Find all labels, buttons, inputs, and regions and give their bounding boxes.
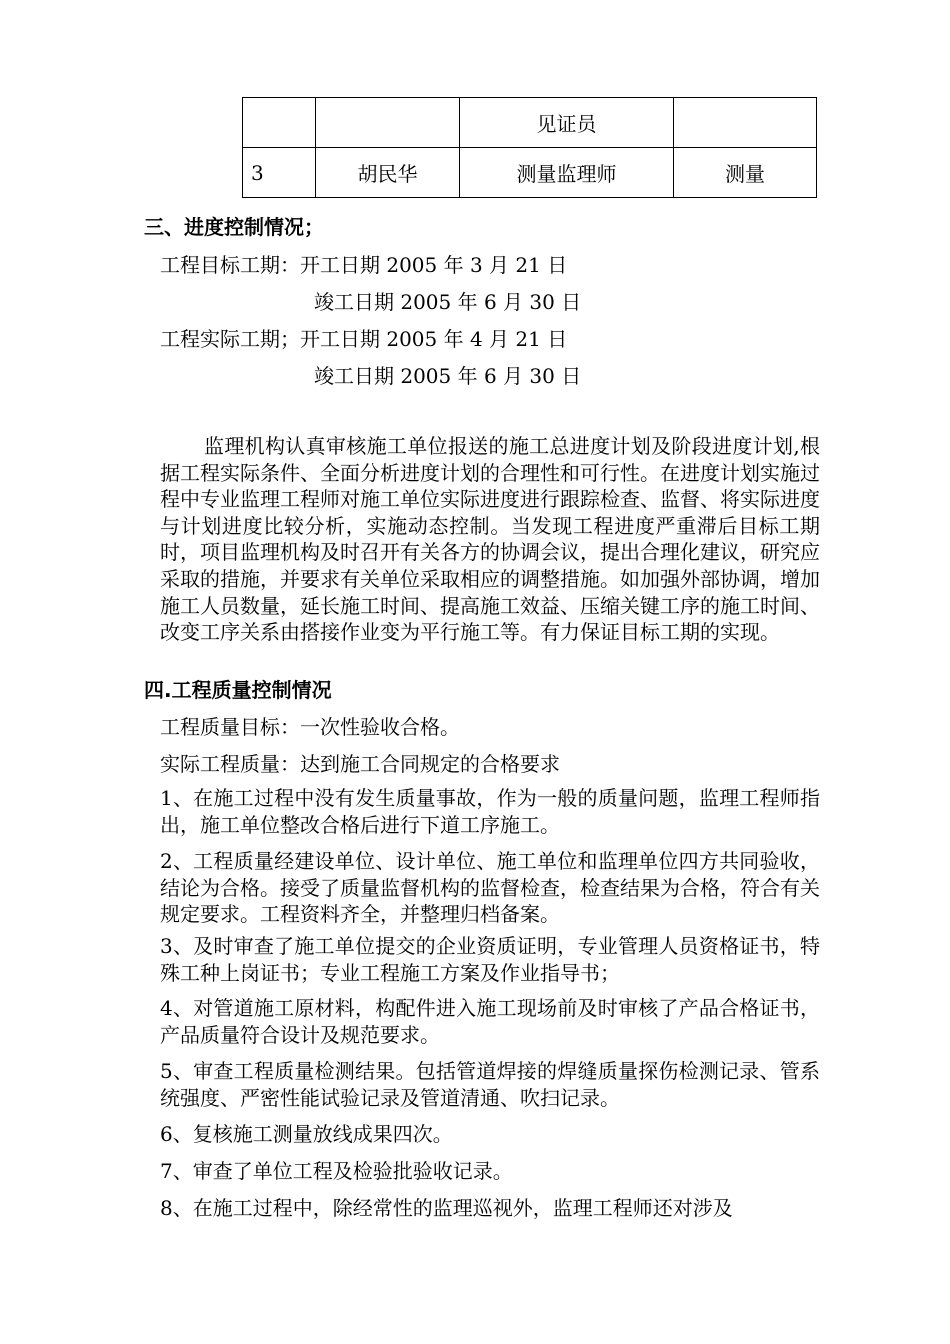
schedule-paragraph: 监理机构认真审核施工单位报送的施工总进度计划及阶段进度计划,根据工程实际条件、全面分析进度计划的合理性和可行性。在进度计划实施过程中专业监理工程师对施工单位实际进度进行跟踪检查、监督、将实际进度与计划进度比较分析，实施动态控制。当发现工程进度严重滞后目标工期时，项目监理机构及时召开有关各方的协调会议，提出合理化建议，研究应采取的措施，并要求有关单位采取相应的调整措施。如加强外部协调，增加施工人员数量，延长施工时间、提高施工效益、压缩关键工序的施工时间、改变工序关系由搭接作业变为平行施工等。有力保证目标工期的实现。 (160, 434, 820, 645)
staff-table (242, 97, 817, 198)
table-row (243, 148, 817, 198)
table-cell (243, 98, 316, 148)
table-cell: 测量监理师 (460, 148, 674, 198)
section4-heading: 四.工程质量控制情况 (144, 678, 332, 702)
list-item: 8、在施工过程中，除经常性的监理巡视外，监理工程师还对涉及 (160, 1196, 733, 1220)
list-item: 1、在施工过程中没有发生质量事故，作为一般的质量问题，监理工程师指出，施工单位整改合格后进行下道工序施工。 (160, 786, 820, 837)
list-item: 4、对管道施工原材料，构配件进入施工现场前及时审核了产品合格证书，产品质量符合设计及规范要求。 (160, 996, 820, 1047)
table-cell: 见证员 (460, 98, 674, 148)
table-row (243, 98, 817, 148)
table-cell: 测量 (674, 148, 817, 198)
table-cell: 胡民华 (316, 148, 460, 198)
list-item: 2、工程质量经建设单位、设计单位、施工单位和监理单位四方共同验收，结论为合格。接受了质量监督机构的监督检查，检查结果为合格，符合有关规定要求。工程资料齐全，并整理归档备案。 (160, 849, 820, 927)
table-cell (316, 98, 460, 148)
quality-goal-line: 工程质量目标：一次性验收合格。 (160, 715, 460, 739)
table-cell: 3 (243, 148, 316, 198)
actual-end-line: 竣工日期 2005 年 6 月 30 日 (314, 364, 582, 388)
quality-actual-line: 实际工程质量：达到施工合同规定的合格要求 (160, 752, 560, 776)
section3-heading: 三、进度控制情况； (144, 215, 324, 239)
actual-period-line: 工程实际工期；开工日期 2005 年 4 月 21 日 (160, 327, 568, 351)
list-item: 6、复核施工测量放线成果四次。 (160, 1122, 453, 1146)
target-end-line: 竣工日期 2005 年 6 月 30 日 (314, 290, 582, 314)
table-cell (674, 98, 817, 148)
list-item: 5、审查工程质量检测结果。包括管道焊接的焊缝质量探伤检测记录、管系统强度、严密性能试验记录及管道清通、吹扫记录。 (160, 1059, 820, 1110)
list-item: 3、及时审查了施工单位提交的企业资质证明，专业管理人员资格证书，特殊工种上岗证书；专业工程施工方案及作业指导书； (160, 934, 820, 985)
target-period-line: 工程目标工期：开工日期 2005 年 3 月 21 日 (160, 253, 568, 277)
list-item: 7、审查了单位工程及检验批验收记录。 (160, 1159, 513, 1183)
